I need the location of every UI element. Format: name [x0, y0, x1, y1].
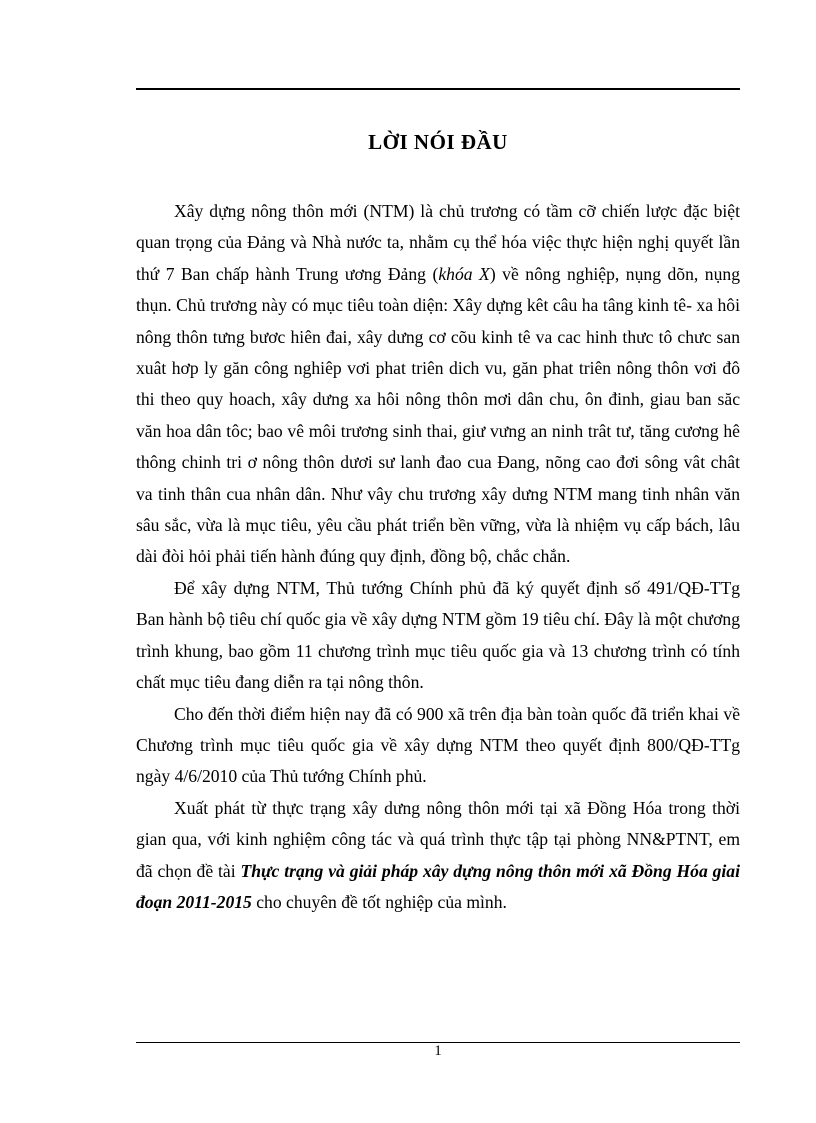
- document-body: [136, 196, 740, 918]
- page-number: 1: [434, 1043, 442, 1059]
- paragraph-1-part-a: Xây dựng nông thôn mới (NTM) là chủ trương có tầm cỡ chiến lược đặc biệt quan trọng của Đảng và Nhà nước ta, nhằm cụ thể hóa việc thực hiện nghị quyết lần thứ 7 Ban chấp hành Trung ương Đảng (: [136, 201, 740, 284]
- header-rule: [136, 88, 740, 90]
- paragraph-1-italic: khóa X: [438, 263, 490, 284]
- paragraph-4: [136, 793, 740, 919]
- paragraph-4-part-a: Xuất phát từ thực trạng xây dưng nông thôn mới tại xã Đồng Hóa trong thời gian qua, với kinh nghiệm công tác và quá trình thực tập tại phòng NN&PTNT, em đã chọn đề tài: [136, 797, 740, 881]
- paragraph-3: Cho đến thời điểm hiện nay đã có 900 xã trên địa bàn toàn quốc đã triển khai về Chương trình mục tiêu quốc gia về xây dựng NTM theo quyết định 800/QĐ-TTg ngày 4/6/2010 của Thủ tướng Chính phủ.: [136, 703, 740, 787]
- paragraph-4-part-b: cho chuyên đề tốt nghiệp của mình.: [251, 891, 507, 912]
- page-title: LỜI NÓI ĐẦU: [368, 130, 508, 154]
- paragraph-1-part-b: ) về nông nghiệp, nụng dõn, nụng thụn. Chủ trương này có mục tiêu toàn diện: Xây dựng kêt câu ha tâng kinh tê- xa hôi nông thôn tưng bươc hiên đai, xây dưng cơ cõu kinh tê va cac hinh thưc tô chưc san xuât hơp ly găn công nghiêp vơi phat triên dich vu, găn phat triên nông thôn vơi đô thi theo quy hoach, xây dưng xa hôi nông thôn mơi dân chu, ôn đinh, giau ban săc văn hoa dân tôc; bao vê môi trương sinh thai, giư vưng an ninh trât tư, tăng cương hê thông chinh tri ơ nông thôn dươi sư lanh đao cua Đang, nõng cao đơi sông vât chât va tinh thân cua nhân dân. Như vây chu trương xây dưng NTM mang tinh nhân văn sâu sắc, vừa là mục tiêu, yêu cầu phát triển bền vững, vừa là nhiệm vụ cấp bách, lâu dài đòi hỏi phải tiến hành đúng quy định, đồng bộ, chắc chắn.: [136, 263, 740, 567]
- paragraph-2: Để xây dựng NTM, Thủ tướng Chính phủ đã ký quyết định số 491/QĐ-TTg Ban hành bộ tiêu chí quốc gia về xây dựng NTM gồm 19 tiêu chí. Đây là một chương trình khung, bao gồm 11 chương trình mục tiêu quốc gia và 13 chương trình có tính chất mục tiêu đang diễn ra tại nông thôn.: [136, 577, 740, 693]
- thesis-topic: Thực trạng và giải pháp xây dựng nông thôn mới xã Đồng Hóa giai đoạn 2011-2015: [136, 860, 740, 912]
- paragraph-1: [136, 196, 740, 573]
